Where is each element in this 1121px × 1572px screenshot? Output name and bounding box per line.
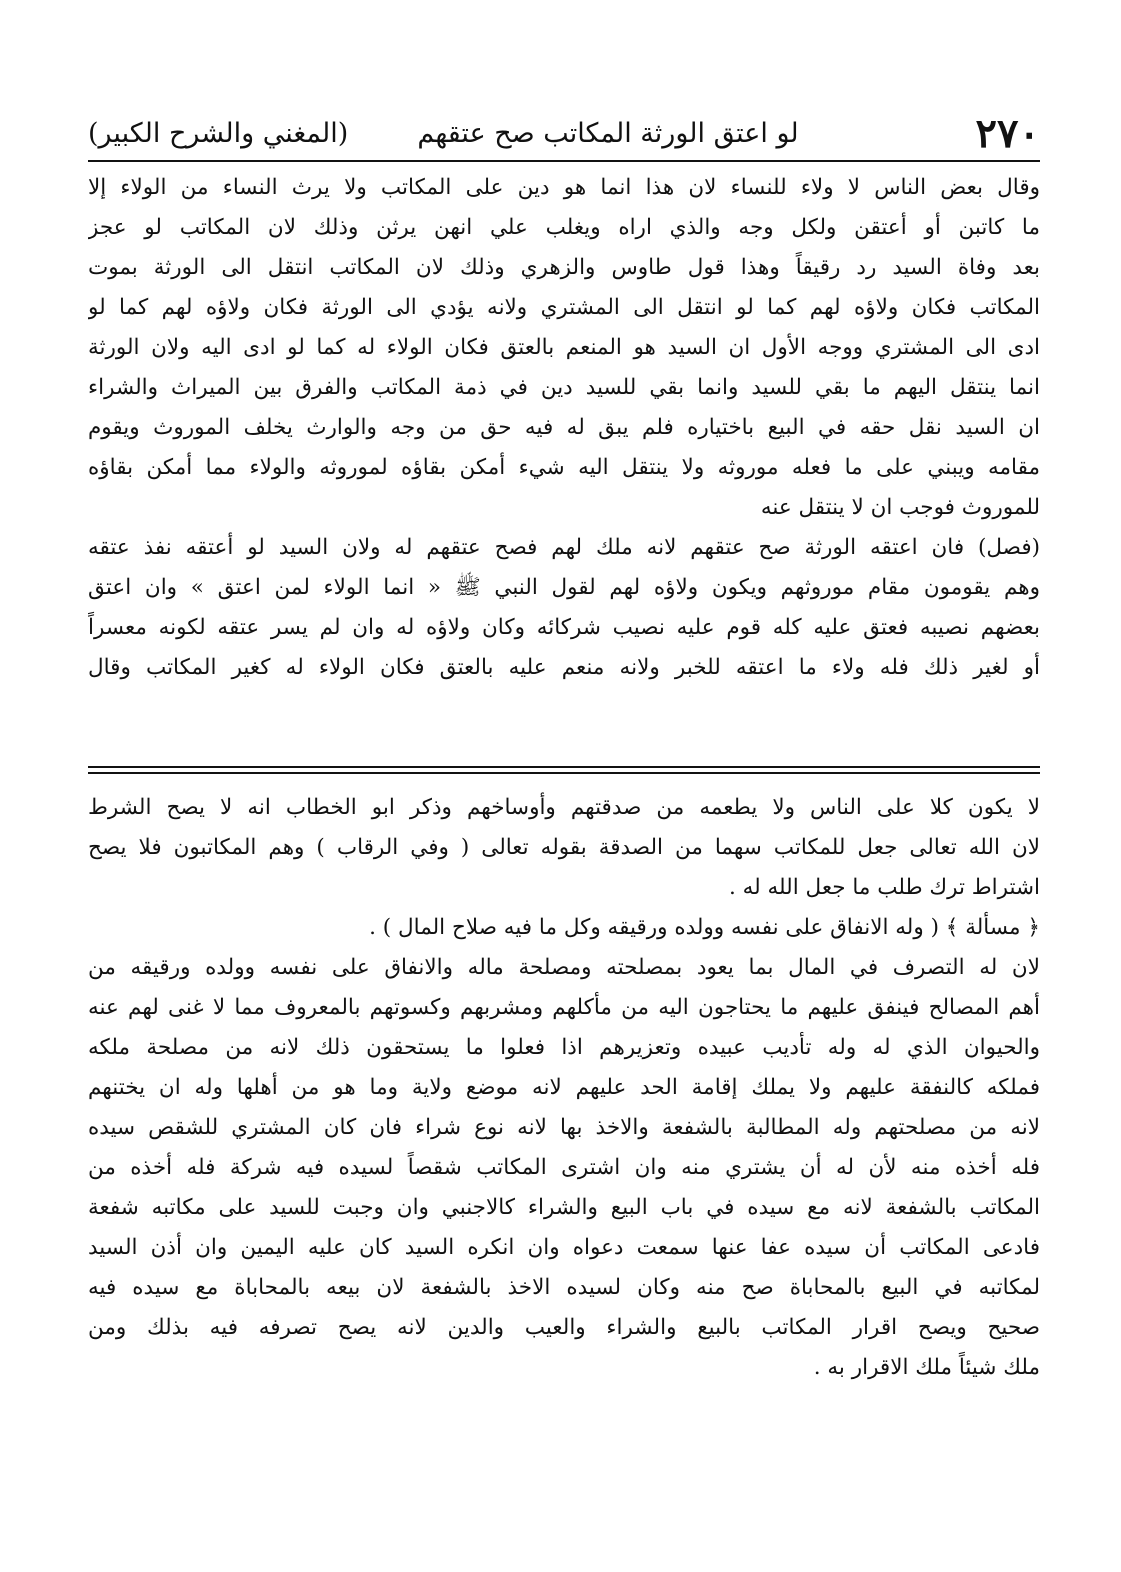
text-line: اشتراط ترك طلب ما جعل الله له . (728, 875, 1040, 900)
text-line: وهم يقومون مقام موروثهم ويكون ولاؤه لهم لقول النبي ﷺ « انما الولاء لمن اعتق » وان اعتق (88, 575, 1040, 600)
text-line: بعد وفاة السيد رد رقيقاً وهذا قول طاوس والزهري وذلك لان المكاتب انتقل الى الورثة بموت (88, 255, 1040, 280)
text-line: ﴿ مسألة ﴾ ( وله الانفاق على نفسه وولده ورقيقه وكل ما فيه صلاح المال ) . (369, 915, 1040, 940)
text-line: أهم المصالح فينفق عليهم ما يحتاجون اليه من مأكلهم ومشربهم وكسوتهم بالمعروف مما لا غنى لهم عنه (88, 995, 1040, 1020)
running-title: لو اعتق الورثة المكاتب صح عتقهم (417, 118, 799, 149)
text-line: لان له التصرف في المال بما يعود بمصلحته ومصلحة ماله والانفاق على نفسه وولده ورقيقه من (88, 955, 1040, 980)
text-line: وقال بعض الناس لا ولاء للنساء لان هذا انما هو دين على المكاتب ولا يرث النساء من الولاء إلا (88, 175, 1040, 200)
page-number: ٢٧٠ (975, 110, 1040, 157)
text-line: فله أخذه منه لأن له أن يشتري منه وان اشترى المكاتب شقصاً لسيده فيه شركة فله أخذه من (88, 1155, 1040, 1180)
header-rule (88, 160, 1040, 162)
text-line: للموروث فوجب ان لا ينتقل عنه (760, 495, 1040, 520)
text-line: انما ينتقل اليهم ما بقي للسيد وانما بقي للسيد دين في ذمة المكاتب والفرق بين الميراث والشراء (88, 375, 1040, 400)
main-text-block (88, 168, 1040, 688)
text-line: أو لغير ذلك فله ولاء ما اعتقه للخبر ولانه منعم عليه بالعتق فكان الولاء له كغير المكاتب وقال (88, 655, 1040, 680)
text-line: لانه من مصلحتهم وله المطالبة بالشفعة والاخذ بها لانه نوع شراء فان كان المشتري للشقص سيده (88, 1115, 1040, 1140)
section-divider (88, 766, 1040, 774)
text-line: ما كاتبن أو أعتقن ولكل وجه والذي اراه ويغلب علي انهن يرثن وذلك لان المكاتب لو عجز (88, 215, 1040, 240)
text-line: بعضهم نصيبه فعتق عليه كله قوم عليه نصيب شركائه وكان ولاؤه له وان لم يسر عتقه لكونه معسراً (88, 615, 1040, 640)
text-line: لمكاتبه في البيع بالمحاباة صح منه وكان لسيده الاخذ بالشفعة لان بيعه بالمحاباة مع سيده فيه (88, 1275, 1040, 1300)
text-line: والحيوان الذي له وله تأديب عبيده وتعزيرهم اذا فعلوا ما يستحقون ذلك لانه من مصلحة ملكه (88, 1035, 1040, 1060)
book-title: (المغني والشرح الكبير) (88, 118, 349, 149)
text-line: لا يكون كلا على الناس ولا يطعمه من صدقتهم وأوساخهم وذكر ابو الخطاب انه لا يصح الشرط (88, 795, 1040, 820)
text-line: ان السيد نقل حقه في البيع باختياره فلم يبق له فيه حق من وجه والوارث يخلف الموروث ويقوم (88, 415, 1040, 440)
text-line: ادى الى المشتري ووجه الأول ان السيد هو المنعم بالعتق فكان الولاء له كما لو ادى اليه ولان الورثة (88, 335, 1040, 360)
text-line: فادعى المكاتب أن سيده عفا عنها سمعت دعواه وان انكره السيد كان عليه اليمين وان أذن السيد (88, 1235, 1040, 1260)
text-line: لان الله تعالى جعل للمكاتب سهما من الصدقة بقوله تعالى ( وفي الرقاب ) وهم المكاتبون فلا يصح (88, 835, 1040, 860)
text-line: مقامه ويبني على ما فعله موروثه ولا ينتقل اليه شيء أمكن بقاؤه لموروثه والولاء مما أمكن بقاؤه (88, 455, 1040, 480)
text-line: ملك شيئاً ملك الاقرار به . (813, 1355, 1040, 1380)
text-line: المكاتب بالشفعة لانه مع سيده في باب البيع والشراء كالاجنبي وان وجبت للسيد على مكاتبه شفعة (88, 1195, 1040, 1220)
text-line: (فصل) فان اعتقه الورثة صح عتقهم لانه ملك لهم فصح عتقهم له ولان السيد لو أعتقه نفذ عتقه (88, 535, 1040, 560)
text-line: المكاتب فكان ولاؤه لهم كما لو انتقل الى المشتري ولانه يؤدي الى الورثة فكان ولاؤه لهم كما لو (88, 295, 1040, 320)
commentary-text-block (88, 788, 1040, 1388)
page-header (88, 108, 1040, 160)
text-line: صحيح ويصح اقرار المكاتب بالبيع والشراء والعيب والدين لانه يصح تصرفه فيه بذلك ومن (88, 1315, 1040, 1340)
text-line: فملكه كالنفقة عليهم ولا يملك إقامة الحد عليهم لانه موضع ولاية وما هو من أهلها وله ان يختنهم (88, 1075, 1040, 1100)
